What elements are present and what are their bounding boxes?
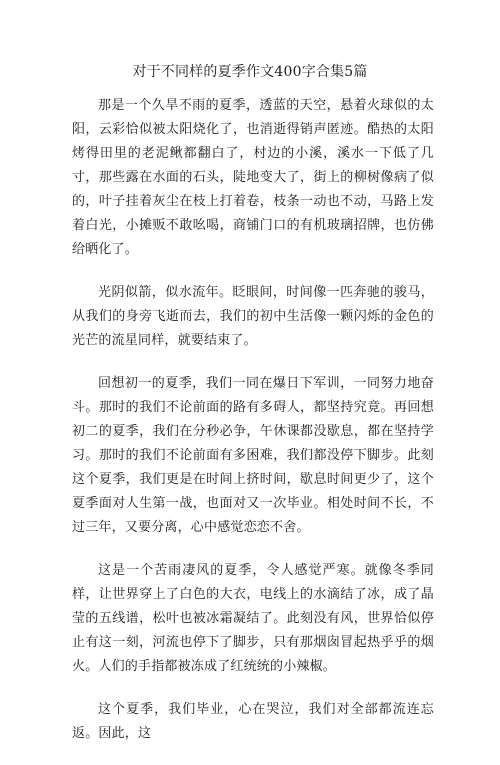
paragraph-2: 光阴似箭，似水流年。眨眼间，时间像一匹奔驰的骏马，从我们的身旁飞逝而去，我们的初中生活像一颗闪烁的金色的光芒的流星同样，就要结束了。: [72, 285, 434, 348]
document-body: [72, 94, 434, 765]
paragraph-4: 这是一个苦雨凄风的夏季，令人感觉严寒。就像冬季同样，让世界穿上了白色的大衣，电线上的水滴结了冰，成了晶莹的五线谱，松叶也被冰霜凝结了。此刻没有风，世界恰似停止有这一刻，河流也停下了脚步，只有那烟囱冒起热乎乎的烟火。人们的手指都被冻成了红统统的小辣椒。: [72, 563, 434, 674]
paragraph-3: 回想初一的夏季，我们一同在爆日下军训，一同努力地奋斗。那时的我们不论前面的路有多碍人，都坚持究竟。再回想初二的夏季，我们在分秒必争，午休课都没歇息，都在坚持学习。那时的我们不论前面有多困难，我们都没停下脚步。此刻这个夏季，我们更是在时间上挤时间，歇息时间更少了，这个夏季面对人生第一战，也面对又一次毕业。相处时间不长，不过三年，又要分离，心中感觉恋恋不舍。: [72, 376, 434, 535]
document-title: 对于不同样的夏季作文400字合集5篇: [132, 64, 368, 80]
paragraph-5: 这个夏季，我们毕业，心在哭泣，我们对全部都流连忘返。因此，这: [72, 702, 434, 741]
paragraph-1: 那是一个久旱不雨的夏季，透蓝的天空，悬着火球似的太阳，云彩恰似被太阳烧化了，也消逝得销声匿迹。酷热的太阳烤得田里的老泥鳅都翻白了，村边的小溪，溪水一下低了几寸，那些露在水面的石头，陡地变大了，街上的柳树像病了似的，叶子挂着灰尘在枝上打着卷，枝条一动也不动，马路上发着白光，小摊贩不敢吆喝，商铺门口的有机玻璃招牌，也仿佛给晒化了。: [72, 98, 434, 257]
